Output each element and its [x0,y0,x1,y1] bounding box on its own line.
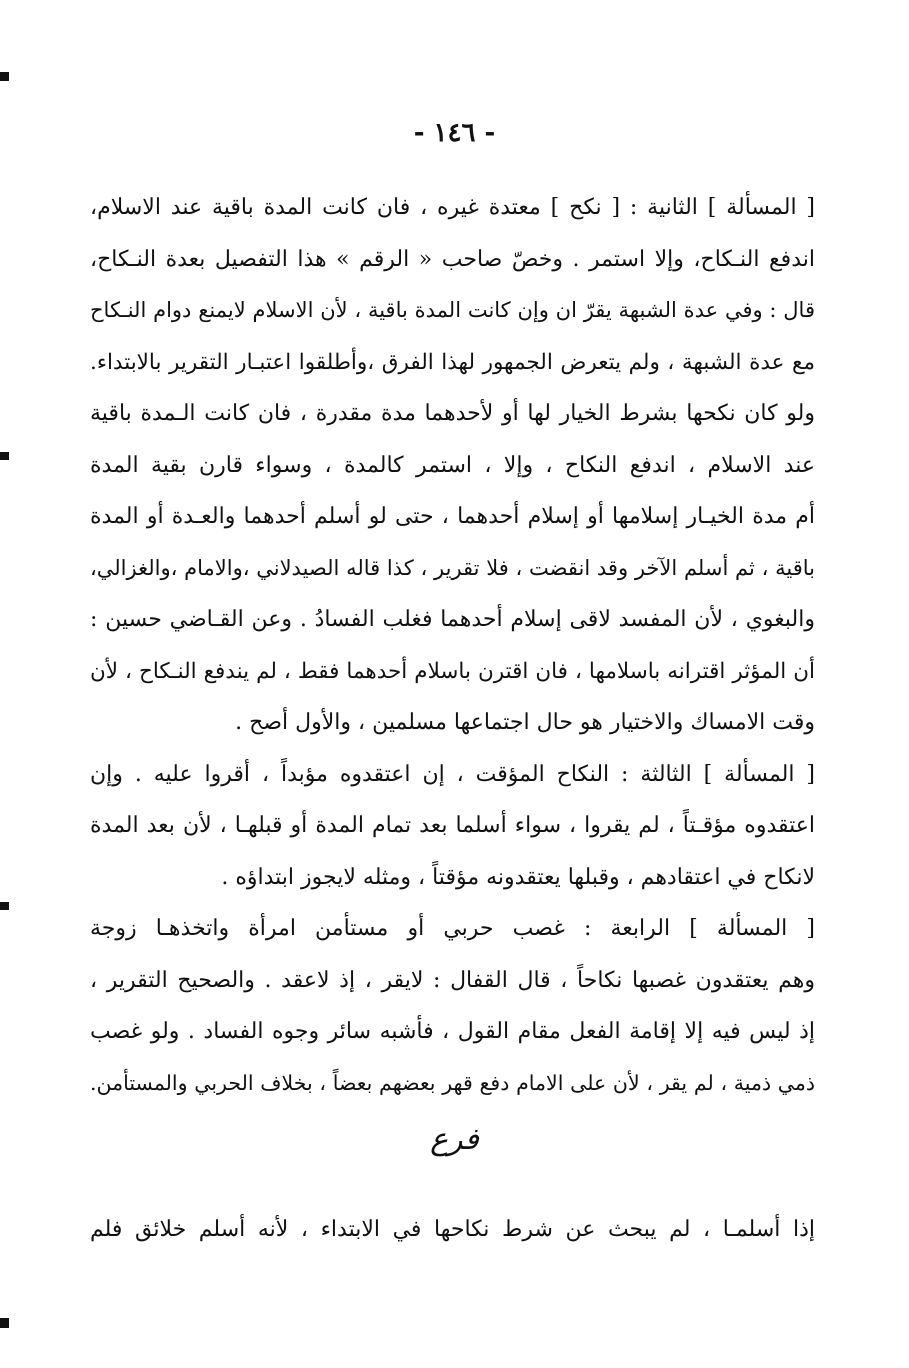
text-line: أن المؤثر اقترانه باسلامها ، فان اقترن باسلام أحدهما فقط ، لم يندفع النـكاح ، لأن [90,658,815,684]
text-line: وهم يعتقدون غصبها نكاحاً ، قال القفال : لايقر ، إذ لاعقد . والصحيح التقرير ، [90,967,815,993]
final-text-line: إذا أسلمـا ، لم يبحث عن شرط نكاحها في الابتداء ، لأنه أسلم خلائق فلم [90,1217,815,1242]
text-line: ولو كان نكحها بشرط الخيار لها أو لأحدهما مدة مقدرة ، فان كانت الـمدة باقية [90,401,815,426]
text-line: لانكاح في اعتقادهم ، وقبلها يعتقدونه مؤقتاً ، ومثله لايجوز ابتداؤه . [221,864,815,890]
text-line: اندفع النـكاح، وإلا استمر . وخصّ صاحب « الرقم » هذا التفصيل بعدة النـكاح، [90,246,815,272]
text-line: ذمي ذمية ، لم يقر ، لأن على الامام دفع قهر بعضهم بعضاً ، بخلاف الحربي والمستأمن. [90,1070,815,1095]
text-line: باقية ، ثم أسلم الآخر وقد انقضت ، فلا تقرير ، كذا قاله الصيدلاني ،والامام ،والغزالي، [90,555,815,580]
text-line: [ المسألة ] الثانية : [ نكح ] معتدة غيره ، فان كانت المدة باقية عند الاسلام، [90,195,815,220]
text-line: عند الاسلام ، اندفع النكاح ، وإلا ، استمر كالمدة ، وسواء قارن بقية المدة [90,452,815,478]
text-line: [ المسألة ] الثالثة : النكاح المؤقت ، إن اعتقدوه مؤبداً ، أقروا عليه . وإن [90,761,815,787]
text-line: قال : وفي عدة الشبهة يقرّ ان وإن كانت المدة باقية ، لأن الاسلام لايمنع دوام النـكاح [90,298,815,322]
body-text [90,182,815,1109]
text-line: إذ ليس فيه إلا إقامة الفعل مقام القول ، فأشبه سائر وجوه الفساد . ولو غصب [90,1019,815,1044]
text-line: مع عدة الشبهة ، ولم يتعرض الجمهور لهذا الفرق ،وأطلقوا اعتبـار التقرير بالابتداء. [90,349,815,375]
text-line: اعتقدوه مؤقـتاً ، لم يقروا ، سواء أسلما بعد تمام المدة أو قبلهـا ، لأن بعد المدة [90,813,815,838]
text-line: والبغوي ، لأن المفسد لاقى إسلام أحدهما فغلب الفسادُ . وعن القـاضي حسين : [90,607,815,632]
scan-mark [0,72,9,81]
scan-mark [0,452,9,460]
text-line: أم مدة الخيـار إسلامها أو إسلام أحدهما ، حتى لو أسلم أحدهما والعـدة أو المدة [90,504,815,529]
section-heading: فرع [430,1122,479,1157]
text-line: وقت الامساك والاختيار هو حال اجتماعها مسلمين ، والأول أصح . [235,710,815,735]
page-number: - ١٤٦ - [413,118,496,148]
text-line: [ المسألة ] الرابعة : غصب حربي أو مستأمن امرأة واتخذهـا زوجة [90,916,815,941]
scan-mark [0,902,9,910]
scan-mark [0,1318,9,1328]
